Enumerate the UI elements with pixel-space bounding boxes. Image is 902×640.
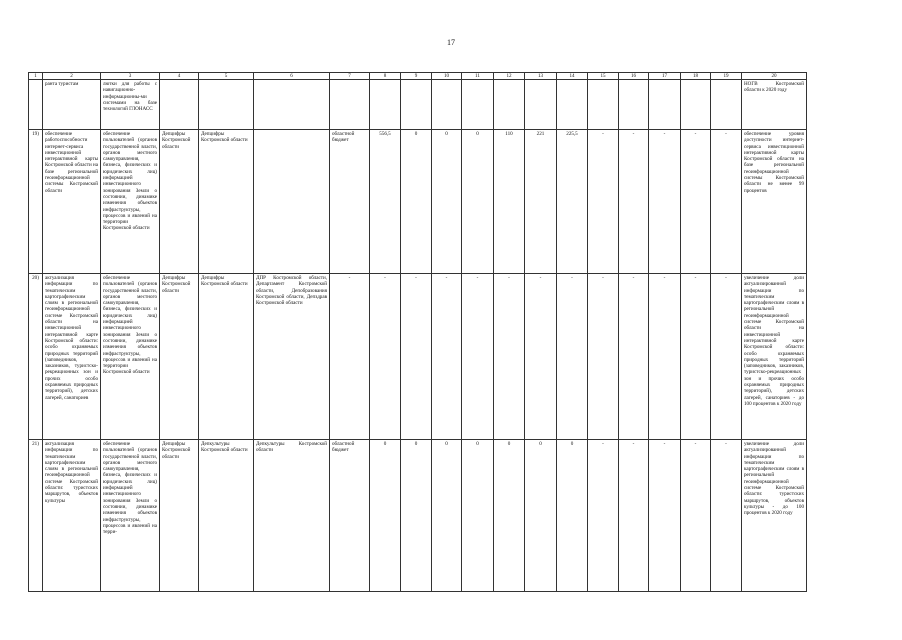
- table-cell: [330, 80, 370, 130]
- program-table: [28, 72, 807, 592]
- table-cell: [254, 130, 330, 274]
- table-cell: [525, 80, 557, 130]
- table-cell: -: [557, 274, 588, 440]
- table-cell: [370, 80, 401, 130]
- table-cell: [619, 80, 649, 130]
- table-cell: областной бюджет: [330, 130, 370, 274]
- table-cell: 0: [432, 440, 462, 592]
- table-cell: 0: [525, 440, 557, 592]
- header-cell: 2: [43, 73, 101, 80]
- table-cell: -: [681, 130, 711, 274]
- header-cell: 5: [199, 73, 254, 80]
- header-cell: 1: [29, 73, 43, 80]
- table-cell: -: [649, 130, 681, 274]
- table-cell: [29, 80, 43, 130]
- header-cell: 9: [401, 73, 432, 80]
- table-cell: -: [370, 274, 401, 440]
- table-cell: обеспечение работоспособности интернет-сервиса инвестиционной интерактивной карты Костромской области на базе региональной геоинформационной системы Костромской области: [43, 130, 101, 274]
- header-cell: 18: [681, 73, 711, 80]
- table-cell: 0: [370, 440, 401, 592]
- table-cell: [681, 80, 711, 130]
- table-cell: -: [619, 440, 649, 592]
- header-cell: 12: [494, 73, 525, 80]
- header-cell: 19: [711, 73, 742, 80]
- table-cell: 0: [494, 440, 525, 592]
- table-row: [29, 130, 807, 274]
- table-cell: областной бюджет: [330, 440, 370, 592]
- table-cell: -: [711, 274, 742, 440]
- header-cell: 8: [370, 73, 401, 80]
- table-cell: [462, 80, 494, 130]
- table-cell: -: [619, 274, 649, 440]
- header-cell: 14: [557, 73, 588, 80]
- table-cell: Депцифры Костромской области: [199, 274, 254, 440]
- table-cell: -: [525, 274, 557, 440]
- header-cell: 6: [254, 73, 330, 80]
- table-cell: увеличение доли актуализированной информации по тематическим картографическим слоям в региональной геоинформационной системе Костромской области: туристских маршрутов, объектов культуры - до 100 процентов к 2020 году: [742, 440, 807, 592]
- table-cell: Депцифры Костромской области: [199, 130, 254, 274]
- table-cell: обеспечение пользователей (органов государственной власти, органов местного самоуправления, бизнеса, физических и юридических лиц) информацией инвестиционного зонирования Земли о состоянии, динамике изменения объектов инфраструктуры, процессов и явлений на территории Костромской области: [101, 130, 160, 274]
- header-cell: 3: [101, 73, 160, 80]
- table-cell: Депкультуры Костромской области: [254, 440, 330, 592]
- header-cell: 17: [649, 73, 681, 80]
- table-cell: 0: [401, 130, 432, 274]
- table-cell: 556,5: [370, 130, 401, 274]
- header-cell: 10: [432, 73, 462, 80]
- table-cell: 0: [432, 130, 462, 274]
- table-cell: -: [588, 440, 619, 592]
- table-cell: [711, 80, 742, 130]
- header-cell: 20: [742, 73, 807, 80]
- table-cell: 0: [462, 130, 494, 274]
- table-cell: -: [401, 274, 432, 440]
- table-cell: [199, 80, 254, 130]
- table-cell: -: [681, 274, 711, 440]
- table-cell: -: [681, 440, 711, 592]
- header-cell: 11: [462, 73, 494, 80]
- table-cell: лютки для работы с навигационно-информационны-ми системами на базе технологий ГЛОНАСС: [101, 80, 160, 130]
- table-cell: -: [494, 274, 525, 440]
- table-cell: -: [432, 274, 462, 440]
- header-cell: 15: [588, 73, 619, 80]
- table-cell: обеспечение пользователей (органов государственной власти, органов местного самоуправления, бизнеса, физических и юридических лиц) информацией инвестиционного зонирования Земли о состоянии, динамике изменения объектов инфраструктуры, процессов и явлений на терри-: [101, 440, 160, 592]
- table-cell: 225,5: [557, 130, 588, 274]
- table-cell: -: [588, 130, 619, 274]
- table-cell: актуализация информации по тематическим картографическим слоям в региональной геоинформационной системе Костромской области на инвестиционной интерактивной карте Костромской области: особо охраняемых природных территорий (заповедников, заказников, туристско-рекреационных зон и прочих особо охраняемых природных территорий), детских лагерей, санаториев: [43, 274, 101, 440]
- table-cell: Депцифры Костромской области: [160, 274, 199, 440]
- page-number: 17: [447, 38, 455, 47]
- table-cell: ДПР Костромской области, Департамент Костромской области, Депобразования Костромской области, Депздрав Костромской области: [254, 274, 330, 440]
- table-cell: -: [588, 274, 619, 440]
- table-row: [29, 274, 807, 440]
- table-cell: [649, 80, 681, 130]
- table-cell: -: [649, 440, 681, 592]
- table-cell: [557, 80, 588, 130]
- table-cell: -: [649, 274, 681, 440]
- row-number: 20): [29, 274, 43, 440]
- table-cell: 0: [557, 440, 588, 592]
- table-cell: Депцифры Костромской области: [160, 130, 199, 274]
- table-cell: 0: [401, 440, 432, 592]
- header-cell: 16: [619, 73, 649, 80]
- table-cell: [254, 80, 330, 130]
- table-cell: обеспечение уровня доступности интернет-сервиса инвестиционной интерактивной карты Костромской области на базе региональной геоинформационной системы Костромской области не менее 99 процентов: [742, 130, 807, 274]
- header-row: [29, 73, 807, 80]
- table-cell: Депцифры Костромской области: [160, 440, 199, 592]
- table-cell: -: [619, 130, 649, 274]
- table-row: [29, 80, 807, 130]
- table-cell: обеспечение пользователей (органов государственной власти, органов местного самоуправления, бизнеса, физических и юридических лиц) информацией инвестиционного зонирования Земли о состоянии, динамике изменения объектов инфраструктуры, процессов и явлений на территории Костромской области: [101, 274, 160, 440]
- header-cell: 4: [160, 73, 199, 80]
- table-cell: [432, 80, 462, 130]
- table-cell: -: [711, 440, 742, 592]
- table-cell: ранта туристам: [43, 80, 101, 130]
- table-cell: 221: [525, 130, 557, 274]
- table-cell: НОГВ Костромской области к 2020 году: [742, 80, 807, 130]
- table-row: [29, 440, 807, 592]
- table-cell: -: [330, 274, 370, 440]
- table-cell: [588, 80, 619, 130]
- table-cell: [494, 80, 525, 130]
- table-cell: 0: [462, 440, 494, 592]
- header-cell: 7: [330, 73, 370, 80]
- table-cell: [160, 80, 199, 130]
- header-cell: 13: [525, 73, 557, 80]
- table-cell: -: [462, 274, 494, 440]
- table-cell: [401, 80, 432, 130]
- table-cell: увеличение доли актуализированной информации по тематическим картографическим слоям в региональной геоинформационной системе Костромской области на инвестиционной интерактивной карте Костромской области: особо охраняемых природных территорий (заповедников, заказников, туристско-рекреационных зон и прочих особо охраняемых природных территорий), детских лагерей, санаториев - до 100 процентов к 2020 году: [742, 274, 807, 440]
- row-number: 21): [29, 440, 43, 592]
- table-cell: 110: [494, 130, 525, 274]
- table-cell: Депкультуры Костромской области: [199, 440, 254, 592]
- table-cell: -: [711, 130, 742, 274]
- row-number: 19): [29, 130, 43, 274]
- table-cell: актуализация информации по тематическим картографическим слоям в региональной геоинформационной системе Костромской области: туристских маршрутов, объектов культуры: [43, 440, 101, 592]
